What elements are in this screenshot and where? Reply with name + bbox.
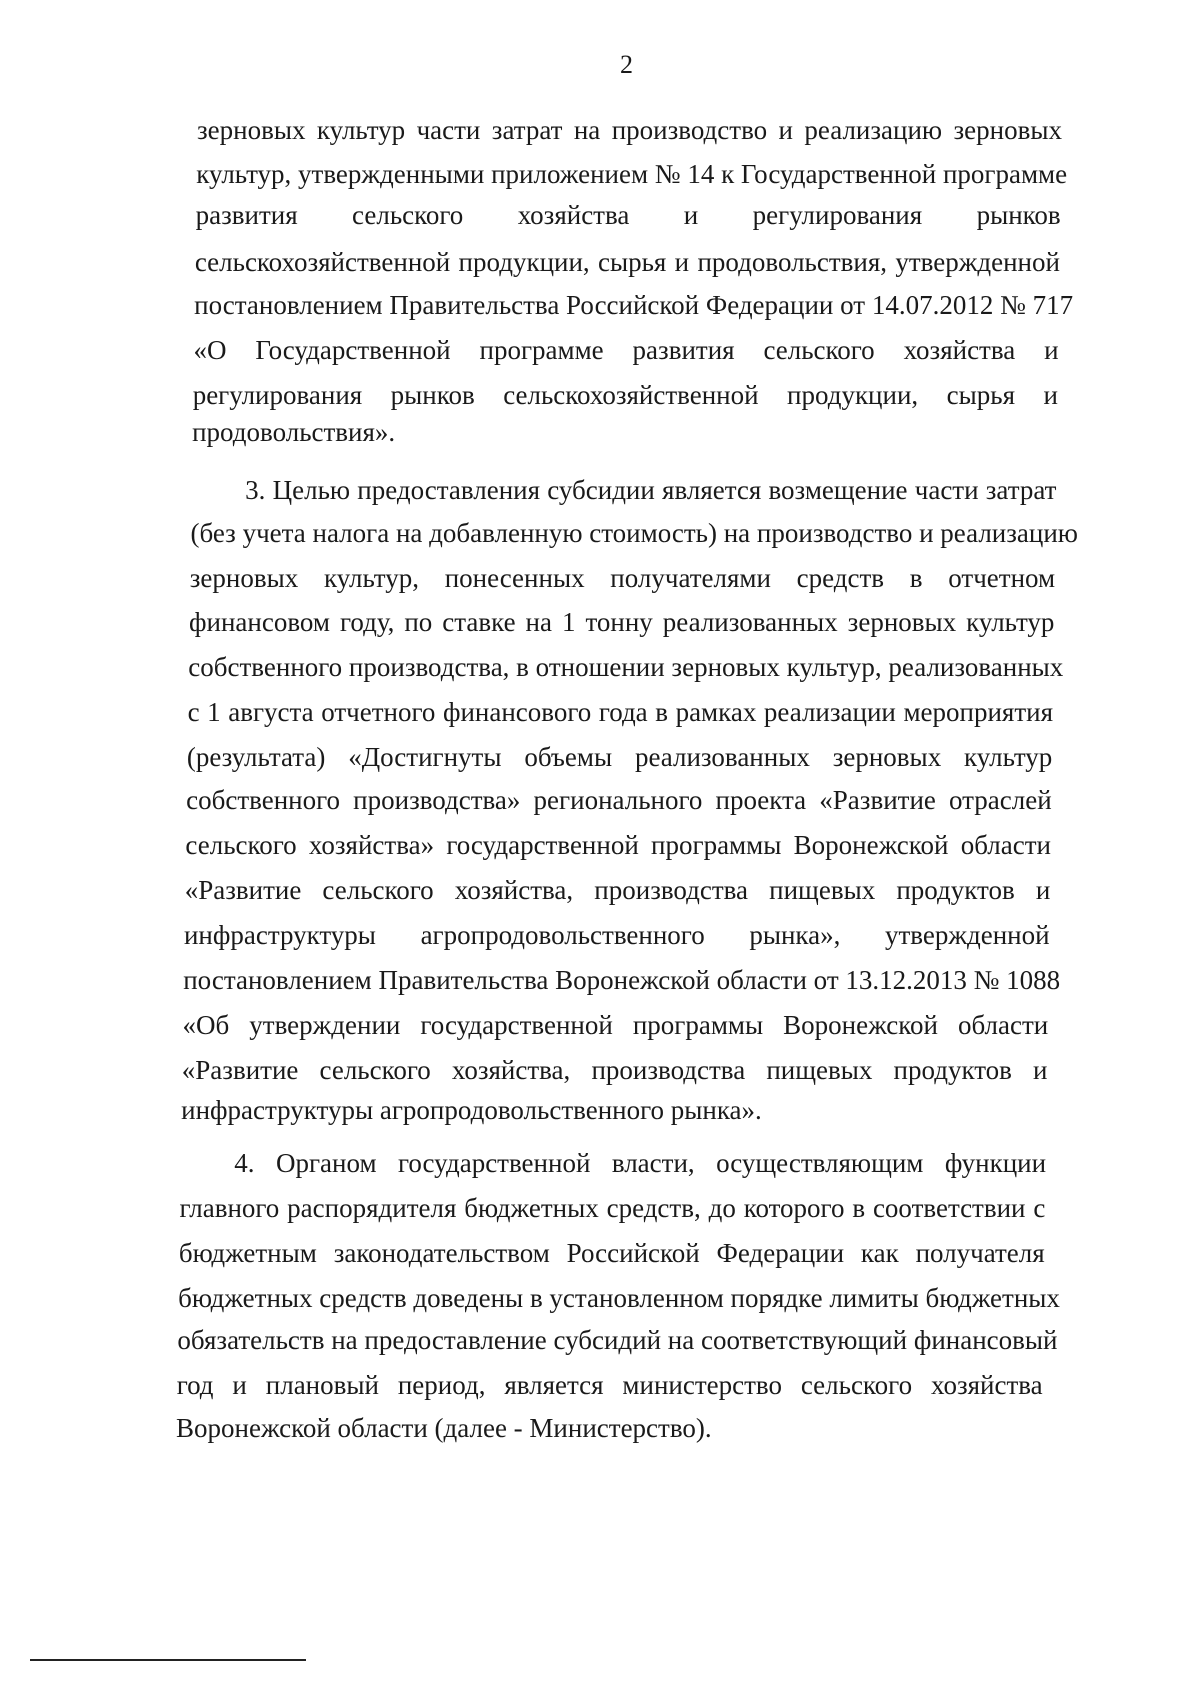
text-line: продовольствия».: [192, 417, 396, 447]
text-line: (результата) «Достигнуты объемы реализованных зерновых культур: [186, 742, 1053, 772]
text-line: сельского хозяйства» государственной программы Воронежской области: [185, 830, 1051, 860]
text-line: собственного производства» регионального проекта «Развитие отраслей: [186, 785, 1052, 815]
text-line: «Об утверждении государственной программы Воронежской области: [182, 1010, 1049, 1040]
text-line: обязательств на предоставление субсидий на соответствующий финансовый: [177, 1325, 1058, 1355]
text-line: постановлением Правительства Воронежской области от 13.12.2013 № 1088: [183, 965, 1061, 995]
text-line: год и плановый период, является министерство сельского хозяйства: [176, 1370, 1043, 1400]
text-line: постановлением Правительства Российской Федерации от 14.07.2012 № 717: [194, 290, 1074, 320]
text-line: 3. Целью предоставления субсидии является возмещение части затрат: [245, 475, 1057, 505]
text-line: Воронежской области (далее - Министерство).: [176, 1413, 712, 1443]
text-line: собственного производства, в отношении зерновых культур, реализованных: [188, 652, 1064, 682]
text-line: (без учета налога на добавленную стоимость) на производство и реализацию: [190, 518, 1078, 548]
text-line: культур, утвержденными приложением № 14 к Государственной программе: [196, 159, 1068, 189]
text-line: с 1 августа отчетного финансового года в рамках реализации мероприятия: [187, 697, 1054, 727]
text-line: «О Государственной программе развития сельского хозяйства и: [193, 335, 1059, 365]
text-line: бюджетных средств доведены в установленном порядке лимиты бюджетных: [178, 1283, 1060, 1313]
text-line: инфраструктуры агропродовольственного рынка».: [181, 1095, 762, 1125]
footnote-separator: [30, 1659, 306, 1661]
text-line: 4. Органом государственной власти, осуществляющим функции: [234, 1148, 1047, 1178]
text-line: развития сельского хозяйства и регулирования рынков: [195, 200, 1061, 230]
text-line: инфраструктуры агропродовольственного рынка», утвержденной: [183, 920, 1050, 950]
text-line: «Развитие сельского хозяйства, производства пищевых продуктов и: [181, 1055, 1048, 1085]
text-line: «Развитие сельского хозяйства, производства пищевых продуктов и: [184, 875, 1051, 905]
text-line: финансовом году, по ставке на 1 тонну реализованных зерновых культур: [189, 607, 1055, 637]
text-line: зерновых культур, понесенных получателями средств в отчетном: [189, 563, 1056, 593]
text-line: главного распорядителя бюджетных средств, до которого в соответствии с: [179, 1193, 1046, 1223]
text-line: регулирования рынков сельскохозяйственной продукции, сырья и: [192, 380, 1058, 410]
text-line: сельскохозяйственной продукции, сырья и продовольствия, утвержденной: [194, 247, 1060, 277]
text-line: зерновых культур части затрат на производство и реализацию зерновых: [197, 115, 1062, 145]
text-line: бюджетным законодательством Российской Федерации как получателя: [178, 1238, 1045, 1268]
page-number: 2: [620, 50, 633, 79]
